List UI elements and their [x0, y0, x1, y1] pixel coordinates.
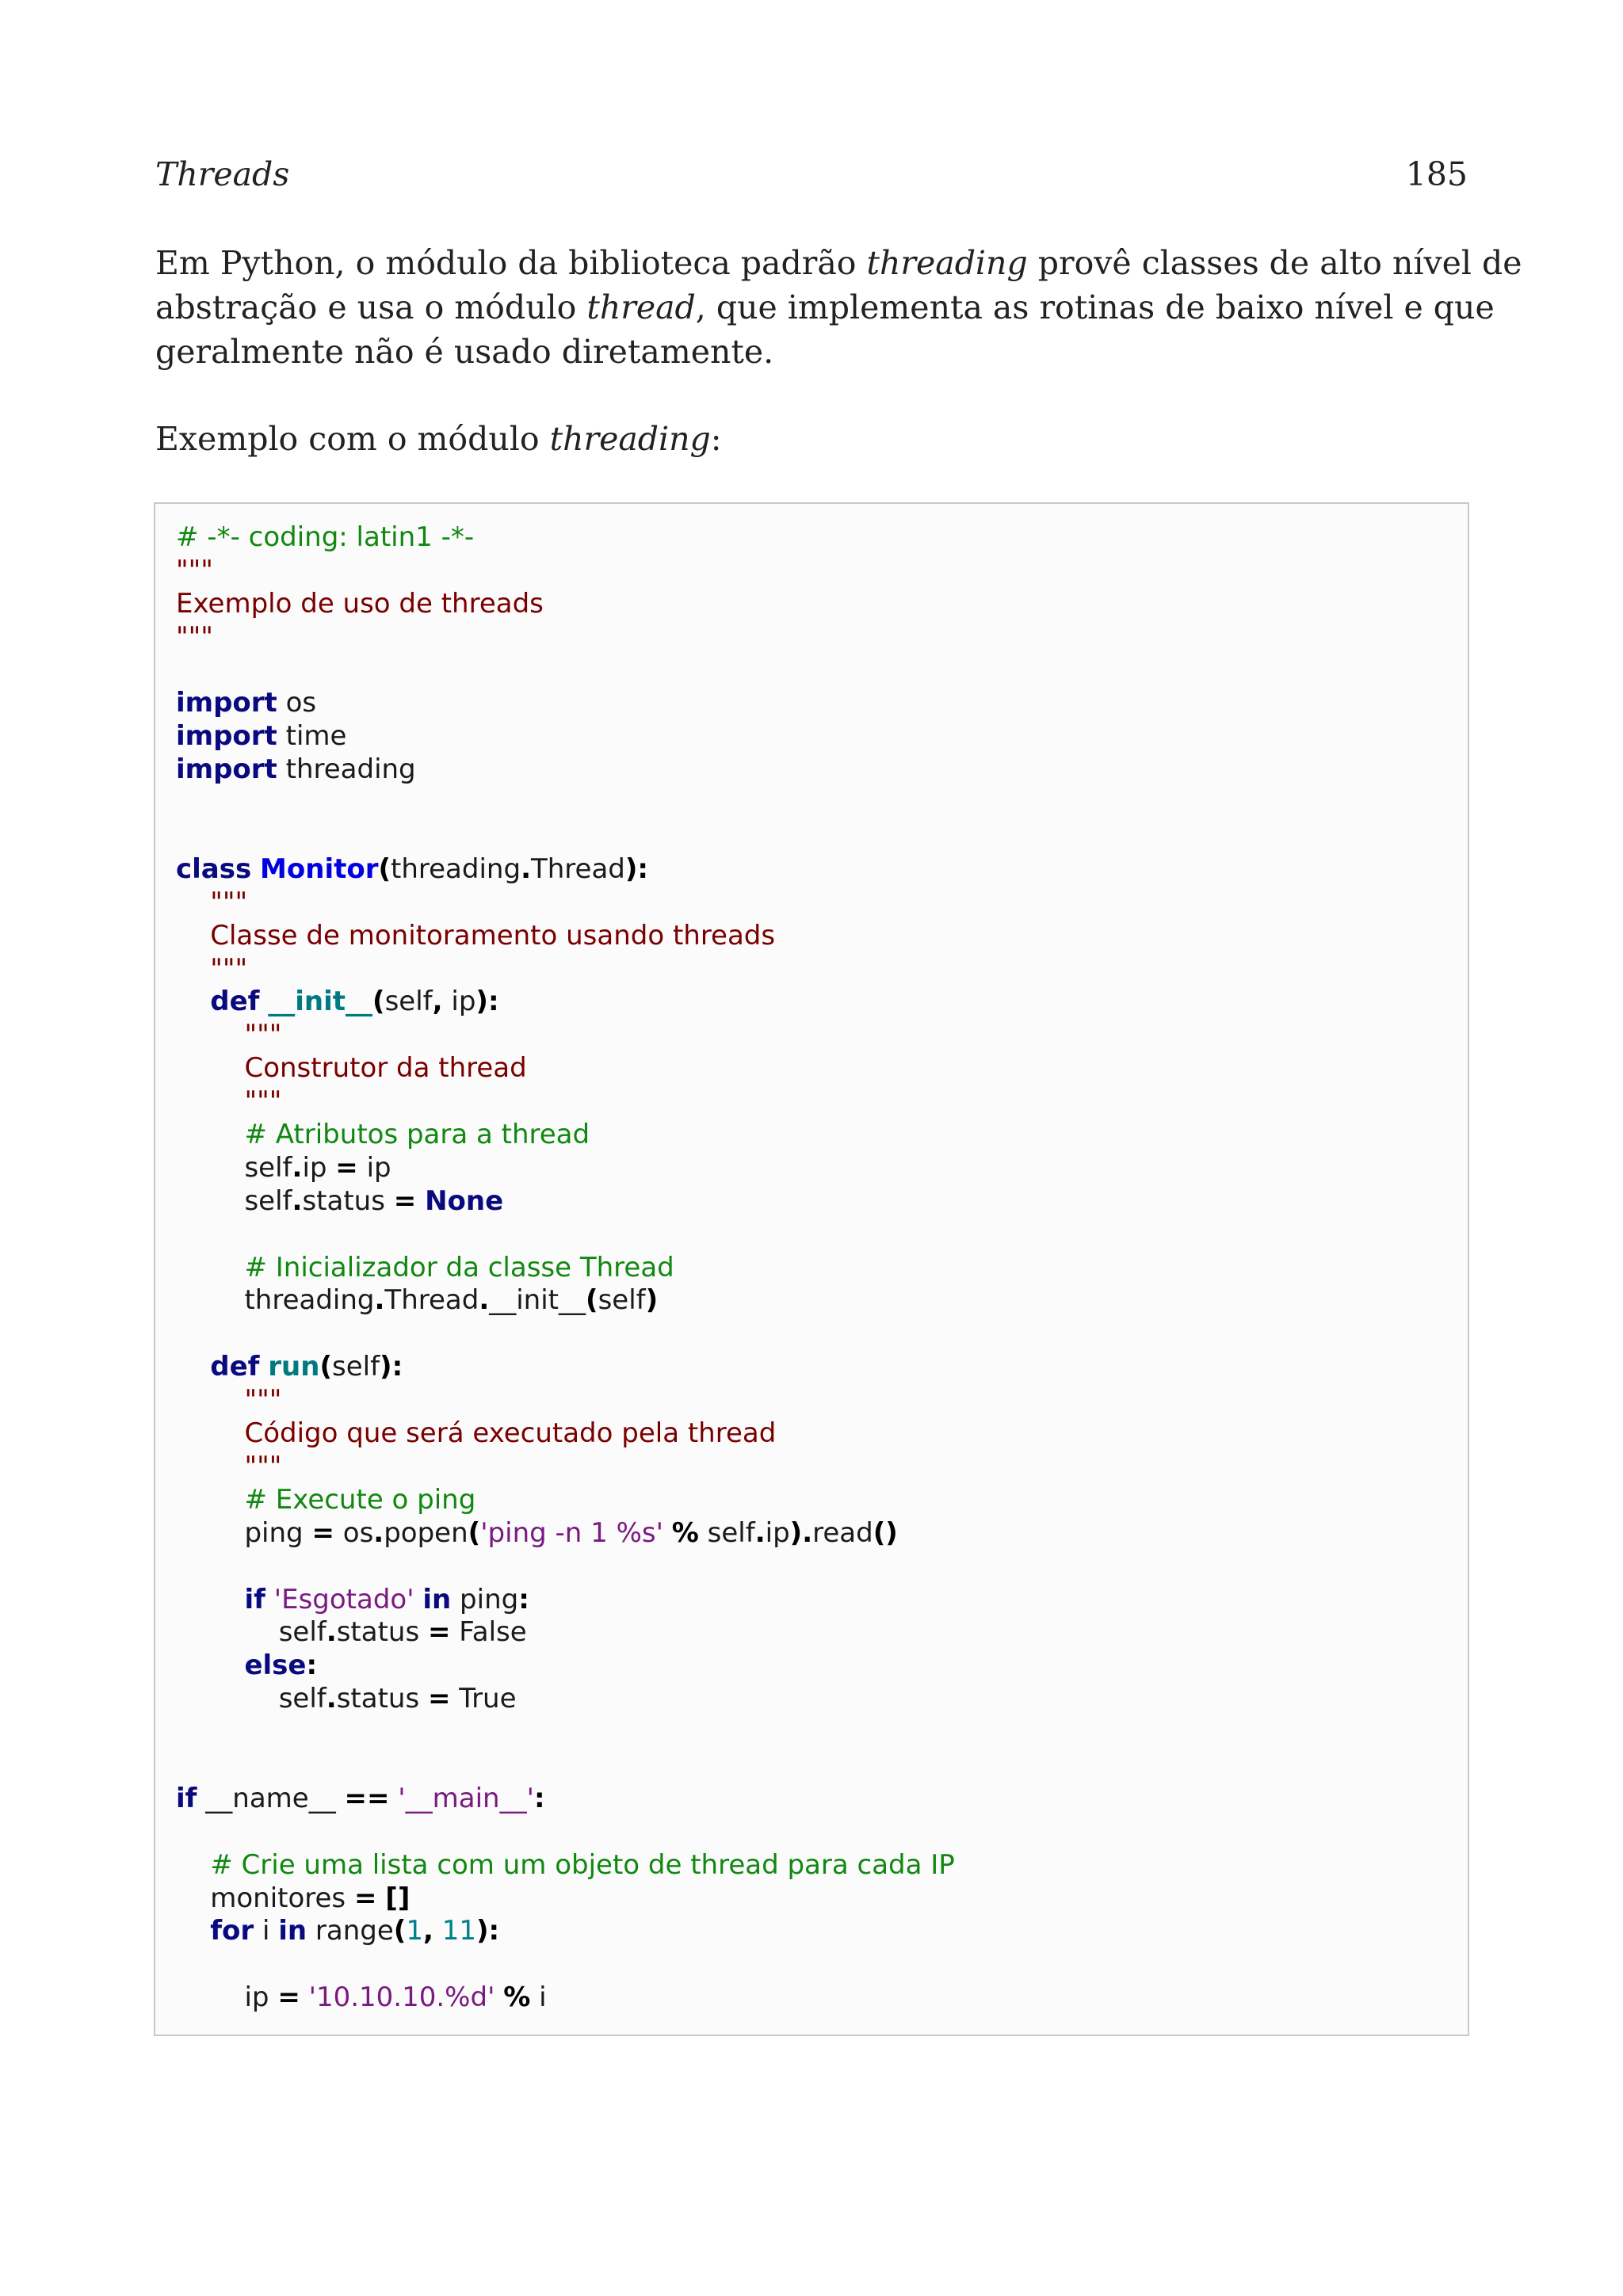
- intro-line-1: Em Python, o módulo da biblioteca padrão threading provê classes de alto nível de: [155, 244, 1522, 282]
- code-line: Código que será executado pela thread: [244, 1417, 777, 1450]
- page-number: 185: [1405, 155, 1468, 193]
- code-line: """: [244, 1384, 282, 1417]
- code-line: # Atributos para a thread: [244, 1119, 590, 1151]
- chapter-title: Threads: [155, 155, 290, 193]
- code-line: """: [210, 886, 248, 918]
- code-line: [176, 1816, 955, 1849]
- code-line: [176, 1948, 955, 1981]
- code-line: else:: [244, 1650, 318, 1682]
- code-line: [176, 654, 955, 688]
- code-line: """: [176, 554, 213, 586]
- intro-line-2: abstração e usa o módulo thread, que implementa as rotinas de baixo nível e que: [155, 288, 1495, 326]
- code-line: self.ip = ip: [244, 1151, 391, 1184]
- code-line: for i in range(1, 11):: [210, 1915, 500, 1947]
- code-line: [176, 1749, 955, 1783]
- code-line: threading.Thread.__init__(self): [244, 1284, 659, 1317]
- code-listing: [154, 502, 1469, 2036]
- code-line: def run(self):: [210, 1351, 403, 1383]
- code-line: # Execute o ping: [244, 1483, 476, 1516]
- code-line: """: [244, 1085, 282, 1118]
- code-line: """: [244, 1019, 282, 1051]
- code-line: self.status = True: [278, 1683, 517, 1715]
- code-line: import threading: [176, 753, 416, 786]
- code-line: import time: [176, 720, 347, 753]
- code-line: """: [176, 620, 213, 653]
- running-header: [155, 155, 1468, 203]
- code-line: self.status = False: [278, 1616, 527, 1649]
- code-line: self.status = None: [244, 1184, 504, 1217]
- code-line: ping = os.popen('ping -n 1 %s' % self.ip).read(): [244, 1516, 898, 1549]
- code-line: ip = '10.10.10.%d' % i: [244, 1981, 547, 2014]
- code-line: class Monitor(threading.Thread):: [176, 852, 649, 885]
- code-line: Construtor da thread: [244, 1052, 527, 1085]
- code-line: def __init__(self, ip):: [210, 986, 499, 1018]
- code-block: [176, 521, 955, 2015]
- code-line: [176, 1219, 955, 1252]
- code-line: [176, 787, 955, 820]
- code-line: if __name__ == '__main__':: [176, 1782, 545, 1814]
- code-line: if 'Esgotado' in ping:: [244, 1583, 529, 1615]
- code-line: import os: [176, 687, 317, 719]
- code-line: Exemplo de uso de threads: [176, 587, 544, 620]
- code-line: monitores = []: [210, 1882, 411, 1914]
- code-line: """: [210, 952, 248, 985]
- code-line: [176, 1550, 955, 1584]
- code-line: Classe de monitoramento usando threads: [210, 919, 776, 952]
- code-line: """: [244, 1450, 282, 1482]
- example-caption: Exemplo com o módulo threading:: [155, 420, 722, 458]
- code-line: # Crie uma lista com um objeto de thread para cada IP: [210, 1848, 955, 1881]
- intro-line-3: geralmente não é usado diretamente.: [155, 333, 774, 371]
- code-line: [176, 1318, 955, 1351]
- code-line: [176, 1716, 955, 1749]
- code-line: [176, 820, 955, 853]
- code-line: # -*- coding: latin1 -*-: [176, 521, 475, 553]
- module-name-thread: thread: [586, 288, 696, 326]
- module-name-threading: threading: [866, 244, 1028, 282]
- code-line: # Inicializador da classe Thread: [244, 1251, 674, 1283]
- intro-paragraph: [155, 241, 1522, 374]
